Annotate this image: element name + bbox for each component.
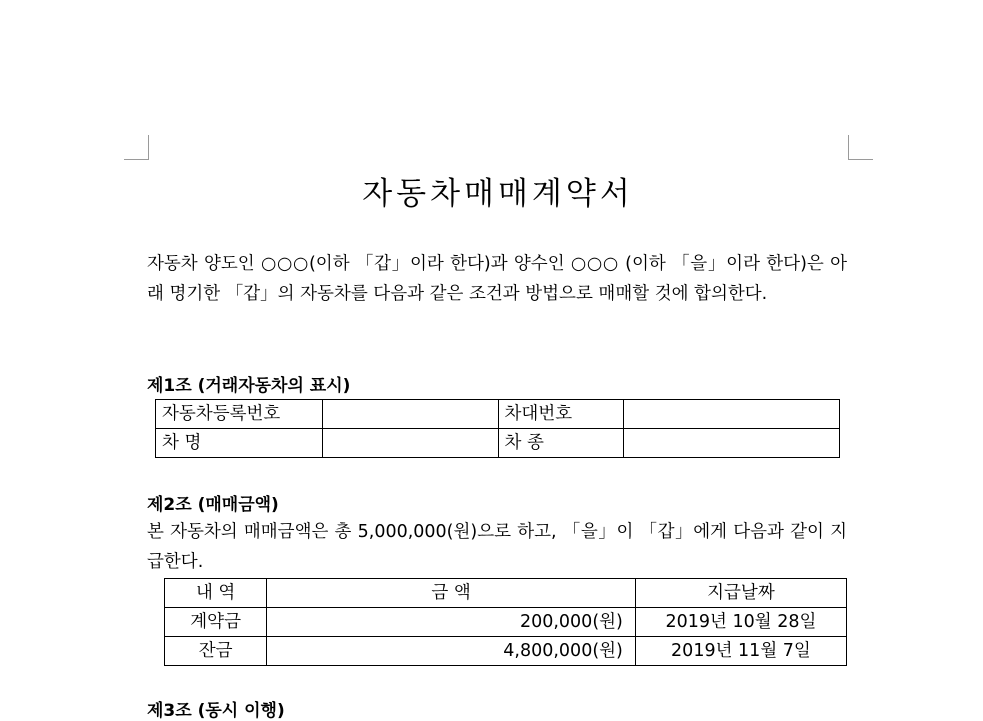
- vehicle-name-label: 차 명: [162, 433, 202, 453]
- document-title: 자동차매매계약서: [362, 176, 634, 212]
- article-3-heading: 제3조 (동시 이행): [147, 701, 285, 721]
- table-cell: 200,000(원): [267, 608, 636, 637]
- table-cell: [498, 429, 624, 458]
- table-cell: 2019년 10월 28일: [635, 608, 846, 637]
- column-header: 내 역: [165, 579, 267, 608]
- table-cell: [322, 429, 498, 458]
- table-cell: 4,800,000(원): [267, 637, 636, 666]
- vehicle-info-table: [155, 399, 840, 458]
- table-cell: [322, 400, 498, 429]
- table-row: [165, 637, 847, 666]
- column-header: 금 액: [267, 579, 636, 608]
- table-cell: 차대번호: [498, 400, 624, 429]
- payment-table: [164, 578, 847, 666]
- column-header: 지급날짜: [635, 579, 846, 608]
- table-row: [156, 400, 840, 429]
- vehicle-type-label: 차 종: [504, 433, 544, 453]
- intro-paragraph: 자동차 양도인 ○○○(이하 「갑」이라 한다)과 양수인 ○○○ (이하 「을」이라 한다)은 아래 명기한 「갑」의 자동차를 다음과 같은 조건과 방법으로 매매할 것에 합의한다.: [147, 254, 847, 304]
- article-2-heading: 제2조 (매매금액): [147, 495, 279, 515]
- table-cell: 잔금: [165, 637, 267, 666]
- table-cell: [624, 429, 840, 458]
- table-row: [156, 429, 840, 458]
- table-cell: 자동차등록번호: [156, 400, 323, 429]
- table-cell: [156, 429, 323, 458]
- crop-mark-top-right: [848, 135, 873, 160]
- table-header-row: [165, 579, 847, 608]
- crop-mark-top-left: [124, 135, 149, 160]
- article-1-heading: 제1조 (거래자동차의 표시): [147, 376, 351, 396]
- table-cell: 계약금: [165, 608, 267, 637]
- table-row: [165, 608, 847, 637]
- table-cell: 2019년 11월 7일: [635, 637, 846, 666]
- article-2-body: 본 자동차의 매매금액은 총 5,000,000(원)으로 하고, 「을」이 「갑」에게 다음과 같이 지급한다.: [147, 522, 847, 572]
- table-cell: [624, 400, 840, 429]
